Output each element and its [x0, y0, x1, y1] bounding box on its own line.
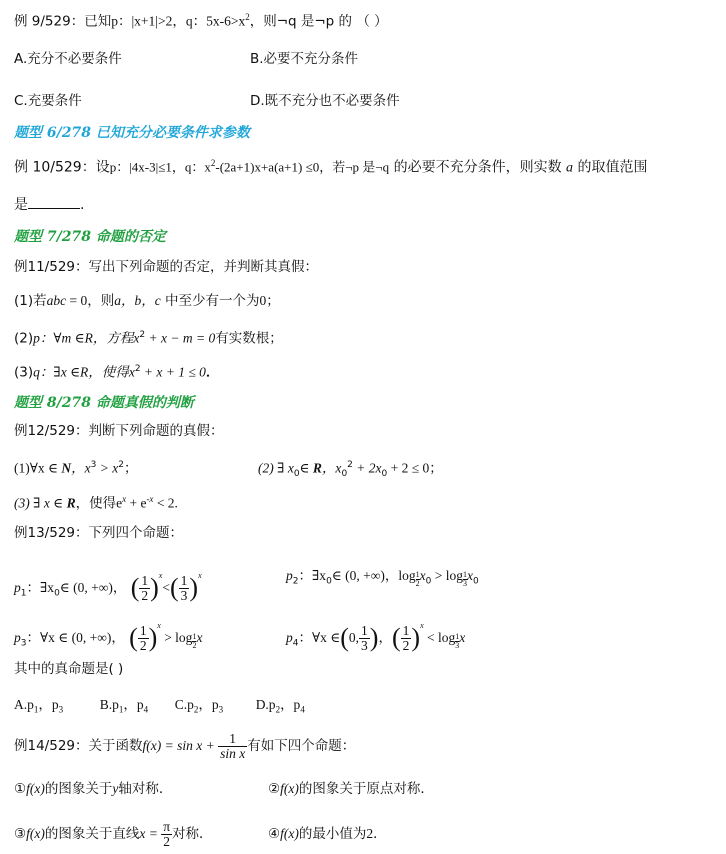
- paren-close: ): [150, 573, 159, 602]
- log-base-half: $\frac{1}{2}$: [415, 570, 420, 588]
- log-base-third: $\frac{1}{3}$: [455, 632, 460, 650]
- q9-option-b: B.必要不充分条件: [250, 51, 359, 67]
- q11-item-2: (2)p：∀m ∈R，方程$x^2 + x - m = 0$有实数根；: [14, 330, 283, 347]
- answer-blank: [28, 196, 80, 209]
- q14-claim-4: ④f(x)的最小值为2．: [268, 826, 387, 842]
- paren-close: ): [189, 573, 199, 602]
- fraction-one-over-sinx: $\frac{1}{\text{sin x}}$: [220, 731, 246, 761]
- q14-claim-2: ②f(x)的图象关于原点对称．: [268, 781, 434, 797]
- paren-open: (: [169, 573, 179, 602]
- paren-close: ): [369, 623, 379, 652]
- fraction-third: $\frac{1}{3}$: [361, 623, 368, 653]
- q13-p2: $p_2$：$\exists x_0\in$ (0, +∞)，log $\frac{1}{2}$ $x_0 > \log$ $\frac{1}{3}$ $x_0$: [286, 568, 479, 588]
- q14-stem: 例14/529：关于函数f(x) = sin x + $\frac{1}{\text{sin x}}$ 有如下四个命题：: [14, 731, 356, 761]
- q13-option-b: $B.p_1$，$p_4$: [99, 697, 149, 715]
- paren-open: (: [129, 623, 138, 652]
- q13-stem: 例13/529：下列四个命题：: [14, 525, 183, 541]
- paren-close: ): [411, 623, 421, 652]
- fraction-third: $\frac{1}{3}$: [180, 573, 188, 603]
- q13-option-a: $A.p_1$，$p_3$: [14, 697, 64, 715]
- q13-p1: $p_1$：$\exists x_0\in$ (0, +∞)， ( $\frac{1}{2}$ )$^x$<( $\frac{1}{3}$ )$^x$: [14, 571, 202, 603]
- q12-stem: 例12/529：判断下列命题的真假：: [14, 423, 224, 439]
- q10-stem-line2: 是 .: [14, 197, 85, 213]
- q11-item-1: (1)若abc = 0，则a，b，c 中至少有一个为0；: [14, 293, 280, 309]
- paren-close: ): [148, 623, 158, 652]
- q14-claim-3: ③f(x)的图象关于直线x = $\frac{\pi}{2}$ 对称．: [14, 819, 213, 849]
- q9-option-a: A.充分不必要条件: [14, 51, 122, 67]
- q11-item-3: (3)q：∃x ∈R，使得$x^2 + x + 1 \le 0$．: [14, 364, 220, 381]
- log-base-half: $\frac{1}{2}$: [192, 632, 197, 650]
- q11-stem: 例11/529：写出下列命题的否定，并判断其真假：: [14, 259, 318, 275]
- q13-option-d: $D.p_2$，$p_4$: [255, 697, 305, 715]
- log-base-third: $\frac{1}{3}$: [463, 570, 468, 588]
- paren-open: (: [130, 573, 140, 602]
- q13-p4: $p_4$：∀x ∈(0, $\frac{1}{3}$ )，( $\frac{1}{2}$ )$^x$ < log $\frac{1}{3}$ x: [286, 621, 466, 653]
- paren-open: (: [391, 623, 401, 652]
- q14-claim-1: ①f(x)的图象关于y轴对称．: [14, 781, 173, 797]
- fraction-pi-over-2: $\frac{\pi}{2}$: [163, 819, 171, 849]
- q13-ask: 其中的真命题是( ): [14, 661, 124, 677]
- q12-item-2: (2) ∃ $x_0\in$ R，$x_0^2 + 2x_0 + 2 \le 0$；: [258, 460, 443, 480]
- section-header-7: 题型 7/278 命题的否定: [14, 229, 166, 245]
- q9-option-c: C.充要条件: [14, 93, 82, 109]
- q9-stem: 例 9/529：已知p：|x+1|>2，q：$5x-6>x^2$，则¬q 是¬p 的 （ ）: [14, 12, 388, 30]
- section-header-8: 题型 8/278 命题真假的判断: [14, 395, 194, 411]
- fraction-half: $\frac{1}{2}$: [139, 623, 147, 653]
- q10-stem: 例 10/529：设p：|4x-3|≤1，q：$x^2-(2a+1)x+a(a+1) \le 0$，若¬p 是¬q 的必要不充分条件，则实数 a 的取值范围: [14, 158, 648, 176]
- q9-option-d: D.既不充分也不必要条件: [250, 93, 400, 109]
- q12-item-1: (1)∀x ∈ N，$x^3 > x^2$；: [14, 460, 138, 477]
- q13-options: [14, 696, 305, 719]
- paren-open: (: [340, 623, 349, 652]
- section-header-6: 题型 6/278 已知充分必要条件求参数: [14, 125, 250, 141]
- fraction-half: $\frac{1}{2}$: [141, 573, 149, 603]
- fraction-half: $\frac{1}{2}$: [402, 623, 410, 653]
- q12-item-3: (3) ∃ x ∈ R，使得$e^x + e^{-x} < 2$.: [14, 494, 178, 512]
- q13-p3: $p_3$：∀x ∈ (0, +∞)， ( $\frac{1}{2}$ )$^x$ > log $\frac{1}{2}$ x: [14, 621, 203, 653]
- q13-option-c: $C.p_2$，$p_3$: [174, 697, 224, 715]
